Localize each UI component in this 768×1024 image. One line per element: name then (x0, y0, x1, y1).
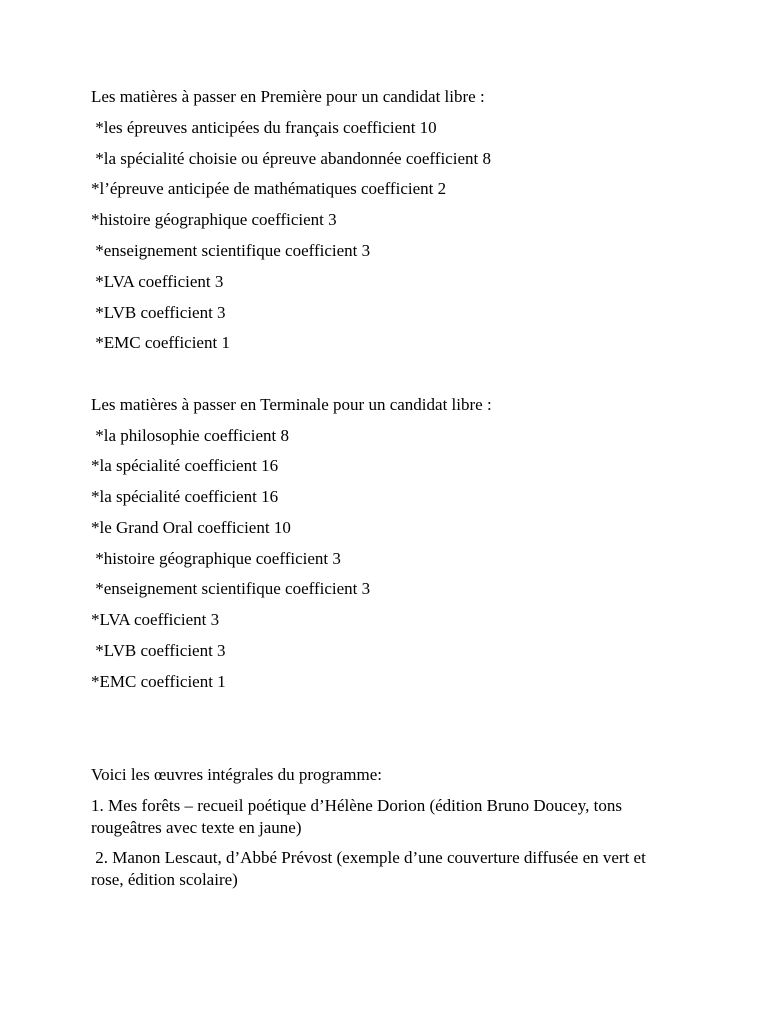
terminale-item: *le Grand Oral coefficient 10 (91, 518, 291, 537)
terminale-item: *histoire géographique coefficient 3 (91, 549, 341, 568)
premiere-heading: Les matières à passer en Première pour un candidat libre : (91, 87, 485, 106)
premiere-item: *la spécialité choisie ou épreuve abandonnée coefficient 8 (91, 149, 491, 168)
terminale-item: *la spécialité coefficient 16 (91, 456, 279, 475)
terminale-item: *la philosophie coefficient 8 (91, 426, 289, 445)
premiere-item: *histoire géographique coefficient 3 (91, 210, 337, 229)
oeuvre-item: 2. Manon Lescaut, d’Abbé Prévost (exemple d’une couverture diffusée en vert et rose, édition scolaire) (91, 848, 651, 889)
premiere-item: *les épreuves anticipées du français coefficient 10 (91, 118, 437, 137)
terminale-item: *la spécialité coefficient 16 (91, 487, 279, 506)
premiere-item: *EMC coefficient 1 (91, 333, 230, 352)
oeuvre-item: 1. Mes forêts – recueil poétique d’Hélène Dorion (édition Bruno Doucey, tons rougeâtres avec texte en jaune) (91, 796, 627, 837)
terminale-heading: Les matières à passer en Terminale pour un candidat libre : (91, 395, 492, 414)
premiere-item: *LVA coefficient 3 (91, 272, 224, 291)
premiere-item: *l’épreuve anticipée de mathématiques coefficient 2 (91, 179, 447, 198)
premiere-item: *enseignement scientifique coefficient 3 (91, 241, 371, 260)
terminale-item: *LVA coefficient 3 (91, 610, 220, 629)
terminale-item: *LVB coefficient 3 (91, 641, 226, 660)
terminale-item: *enseignement scientifique coefficient 3 (91, 579, 371, 598)
terminale-item: *EMC coefficient 1 (91, 672, 226, 691)
oeuvres-heading: Voici les œuvres intégrales du programme: (91, 765, 382, 784)
premiere-item: *LVB coefficient 3 (91, 303, 226, 322)
